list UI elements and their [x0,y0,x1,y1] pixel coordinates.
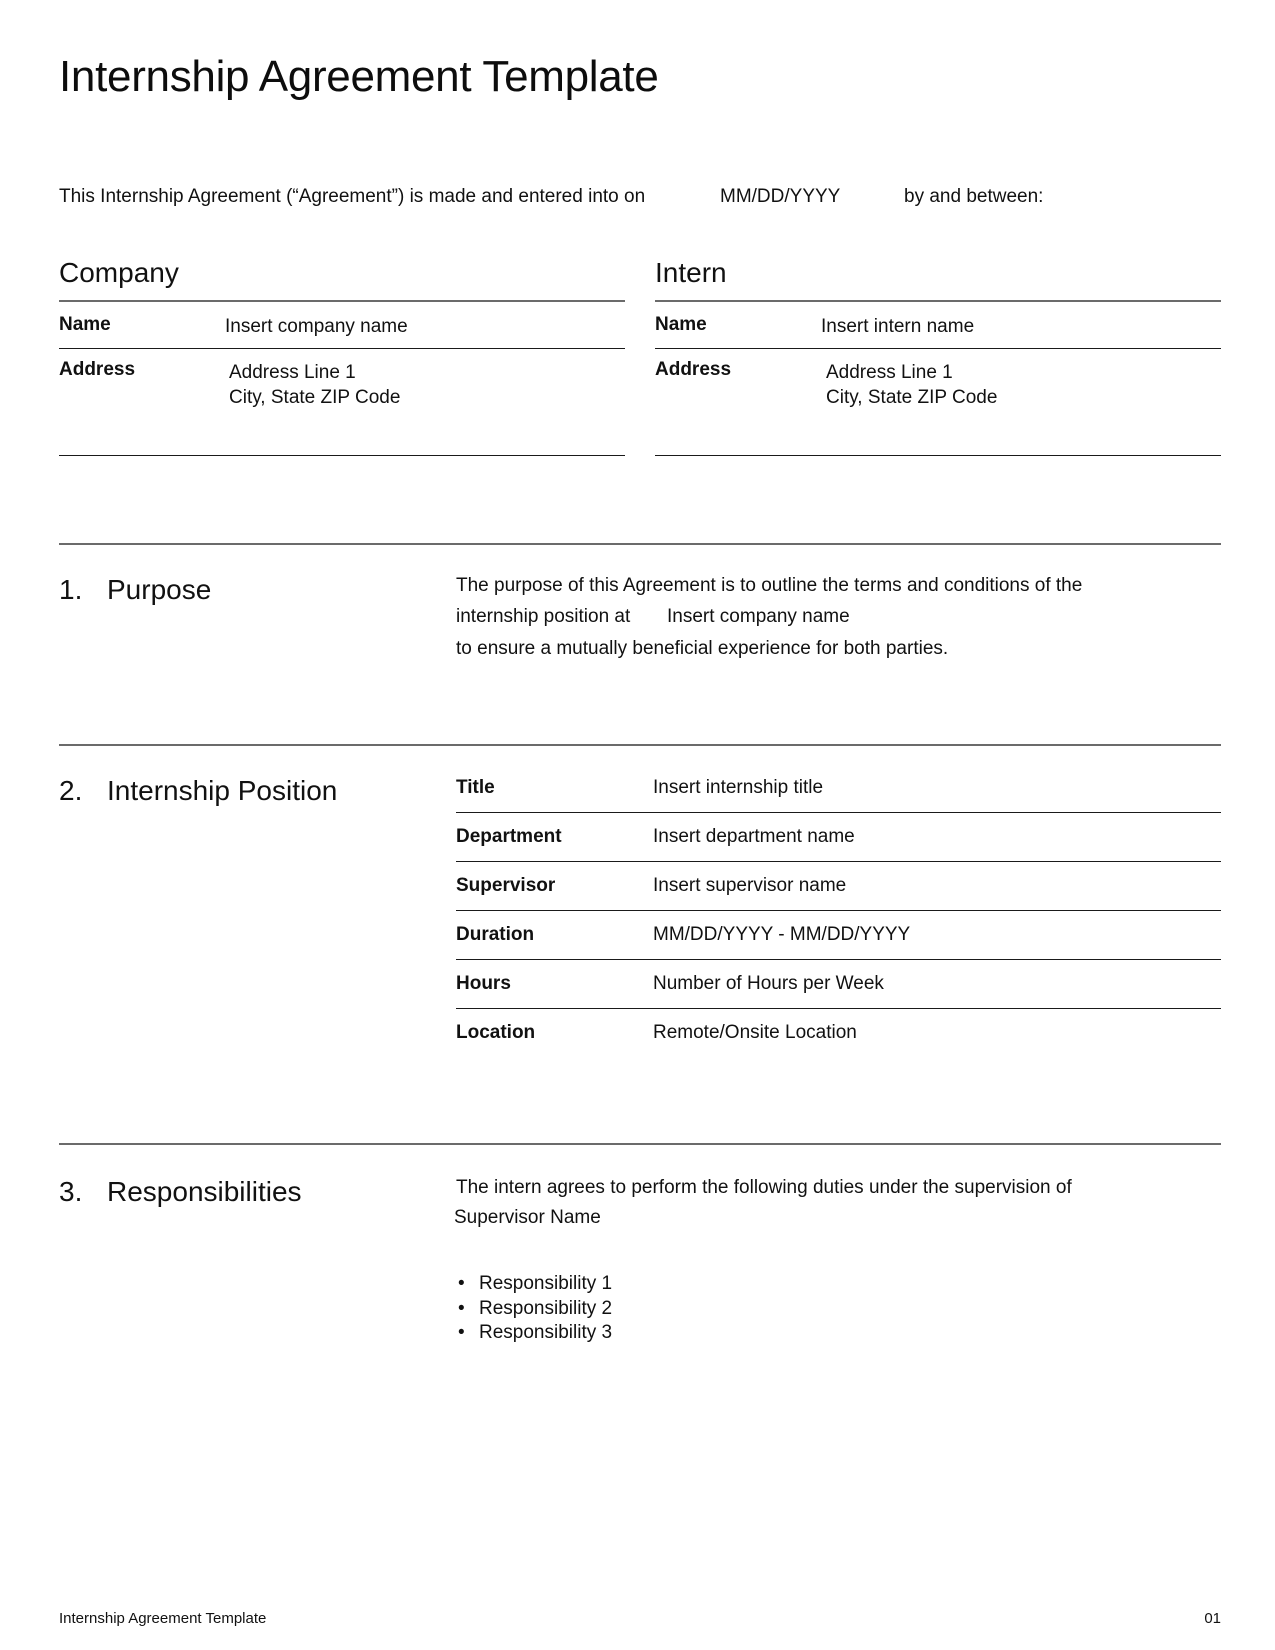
company-address-line2-field[interactable]: City, State ZIP Code [229,387,401,408]
supervisor-field[interactable]: Insert supervisor name [653,875,847,896]
section-title: Internship Position [107,775,338,806]
department-field[interactable]: Insert department name [653,826,855,847]
duration-field[interactable]: MM/DD/YYYY - MM/DD/YYYY [653,924,911,945]
row-label: Hours [456,973,511,994]
intro-text: This Internship Agreement (“Agreement”) is made and entered into on [59,186,646,207]
purpose-text-line1: The purpose of this Agreement is to outline the terms and conditions of the [456,575,1083,596]
purpose-text-line2: internship position at [456,606,631,627]
company-name-field[interactable]: Insert company name [225,316,408,337]
page-number: 01 [1204,1610,1221,1627]
row-label: Title [456,777,495,798]
divider [456,861,1221,862]
divider [59,455,625,456]
intern-address-label: Address [655,359,732,380]
list-item[interactable] [458,1297,612,1322]
section-divider [59,744,1221,746]
bullet-icon: • [458,1273,465,1294]
location-field[interactable]: Remote/Onsite Location [653,1022,857,1043]
intern-name-field[interactable]: Insert intern name [821,316,975,337]
row-label: Location [456,1022,536,1043]
divider [655,300,1221,302]
divider [456,812,1221,813]
intern-address-line2-field[interactable]: City, State ZIP Code [826,387,998,408]
document-title: Internship Agreement Template [59,52,659,101]
divider [456,959,1221,960]
row-label: Department [456,826,562,847]
list-item[interactable] [458,1321,612,1346]
divider [456,910,1221,911]
supervisor-name-field[interactable]: Supervisor Name [454,1207,601,1228]
divider [59,300,625,302]
responsibilities-list [458,1272,612,1346]
bullet-icon: • [458,1322,465,1343]
section-number: 3. [59,1176,83,1207]
agreement-date-field[interactable]: MM/DD/YYYY [720,186,841,207]
purpose-company-name-field[interactable]: Insert company name [667,606,850,627]
intern-heading: Intern [655,257,727,288]
section-title: Responsibilities [107,1176,302,1207]
divider [59,348,625,349]
list-item[interactable] [458,1272,612,1297]
section-title: Purpose [107,574,212,605]
section-divider [59,1143,1221,1145]
internship-title-field[interactable]: Insert internship title [653,777,824,798]
divider [456,1008,1221,1009]
responsibilities-text: The intern agrees to perform the following duties under the supervision of [456,1177,1072,1198]
divider [655,348,1221,349]
intro-suffix: by and between: [904,186,1044,207]
company-address-line1-field[interactable]: Address Line 1 [229,362,356,383]
section-number: 1. [59,574,83,605]
intern-name-label: Name [655,314,707,335]
list-item-text: Responsibility 1 [479,1273,613,1294]
company-heading: Company [59,257,179,288]
intern-address-line1-field[interactable]: Address Line 1 [826,362,953,383]
list-item-text: Responsibility 2 [479,1297,613,1319]
footer-title: Internship Agreement Template [59,1610,267,1627]
row-label: Duration [456,924,535,945]
section-divider [59,543,1221,545]
hours-field[interactable]: Number of Hours per Week [653,973,884,994]
section-number: 2. [59,775,83,806]
company-name-label: Name [59,314,111,335]
purpose-text-line3: to ensure a mutually beneficial experience for both parties. [456,638,949,659]
list-item-text: Responsibility 3 [479,1322,613,1343]
company-address-label: Address [59,359,136,380]
divider [655,455,1221,456]
bullet-icon: • [458,1297,465,1319]
row-label: Supervisor [456,875,556,896]
